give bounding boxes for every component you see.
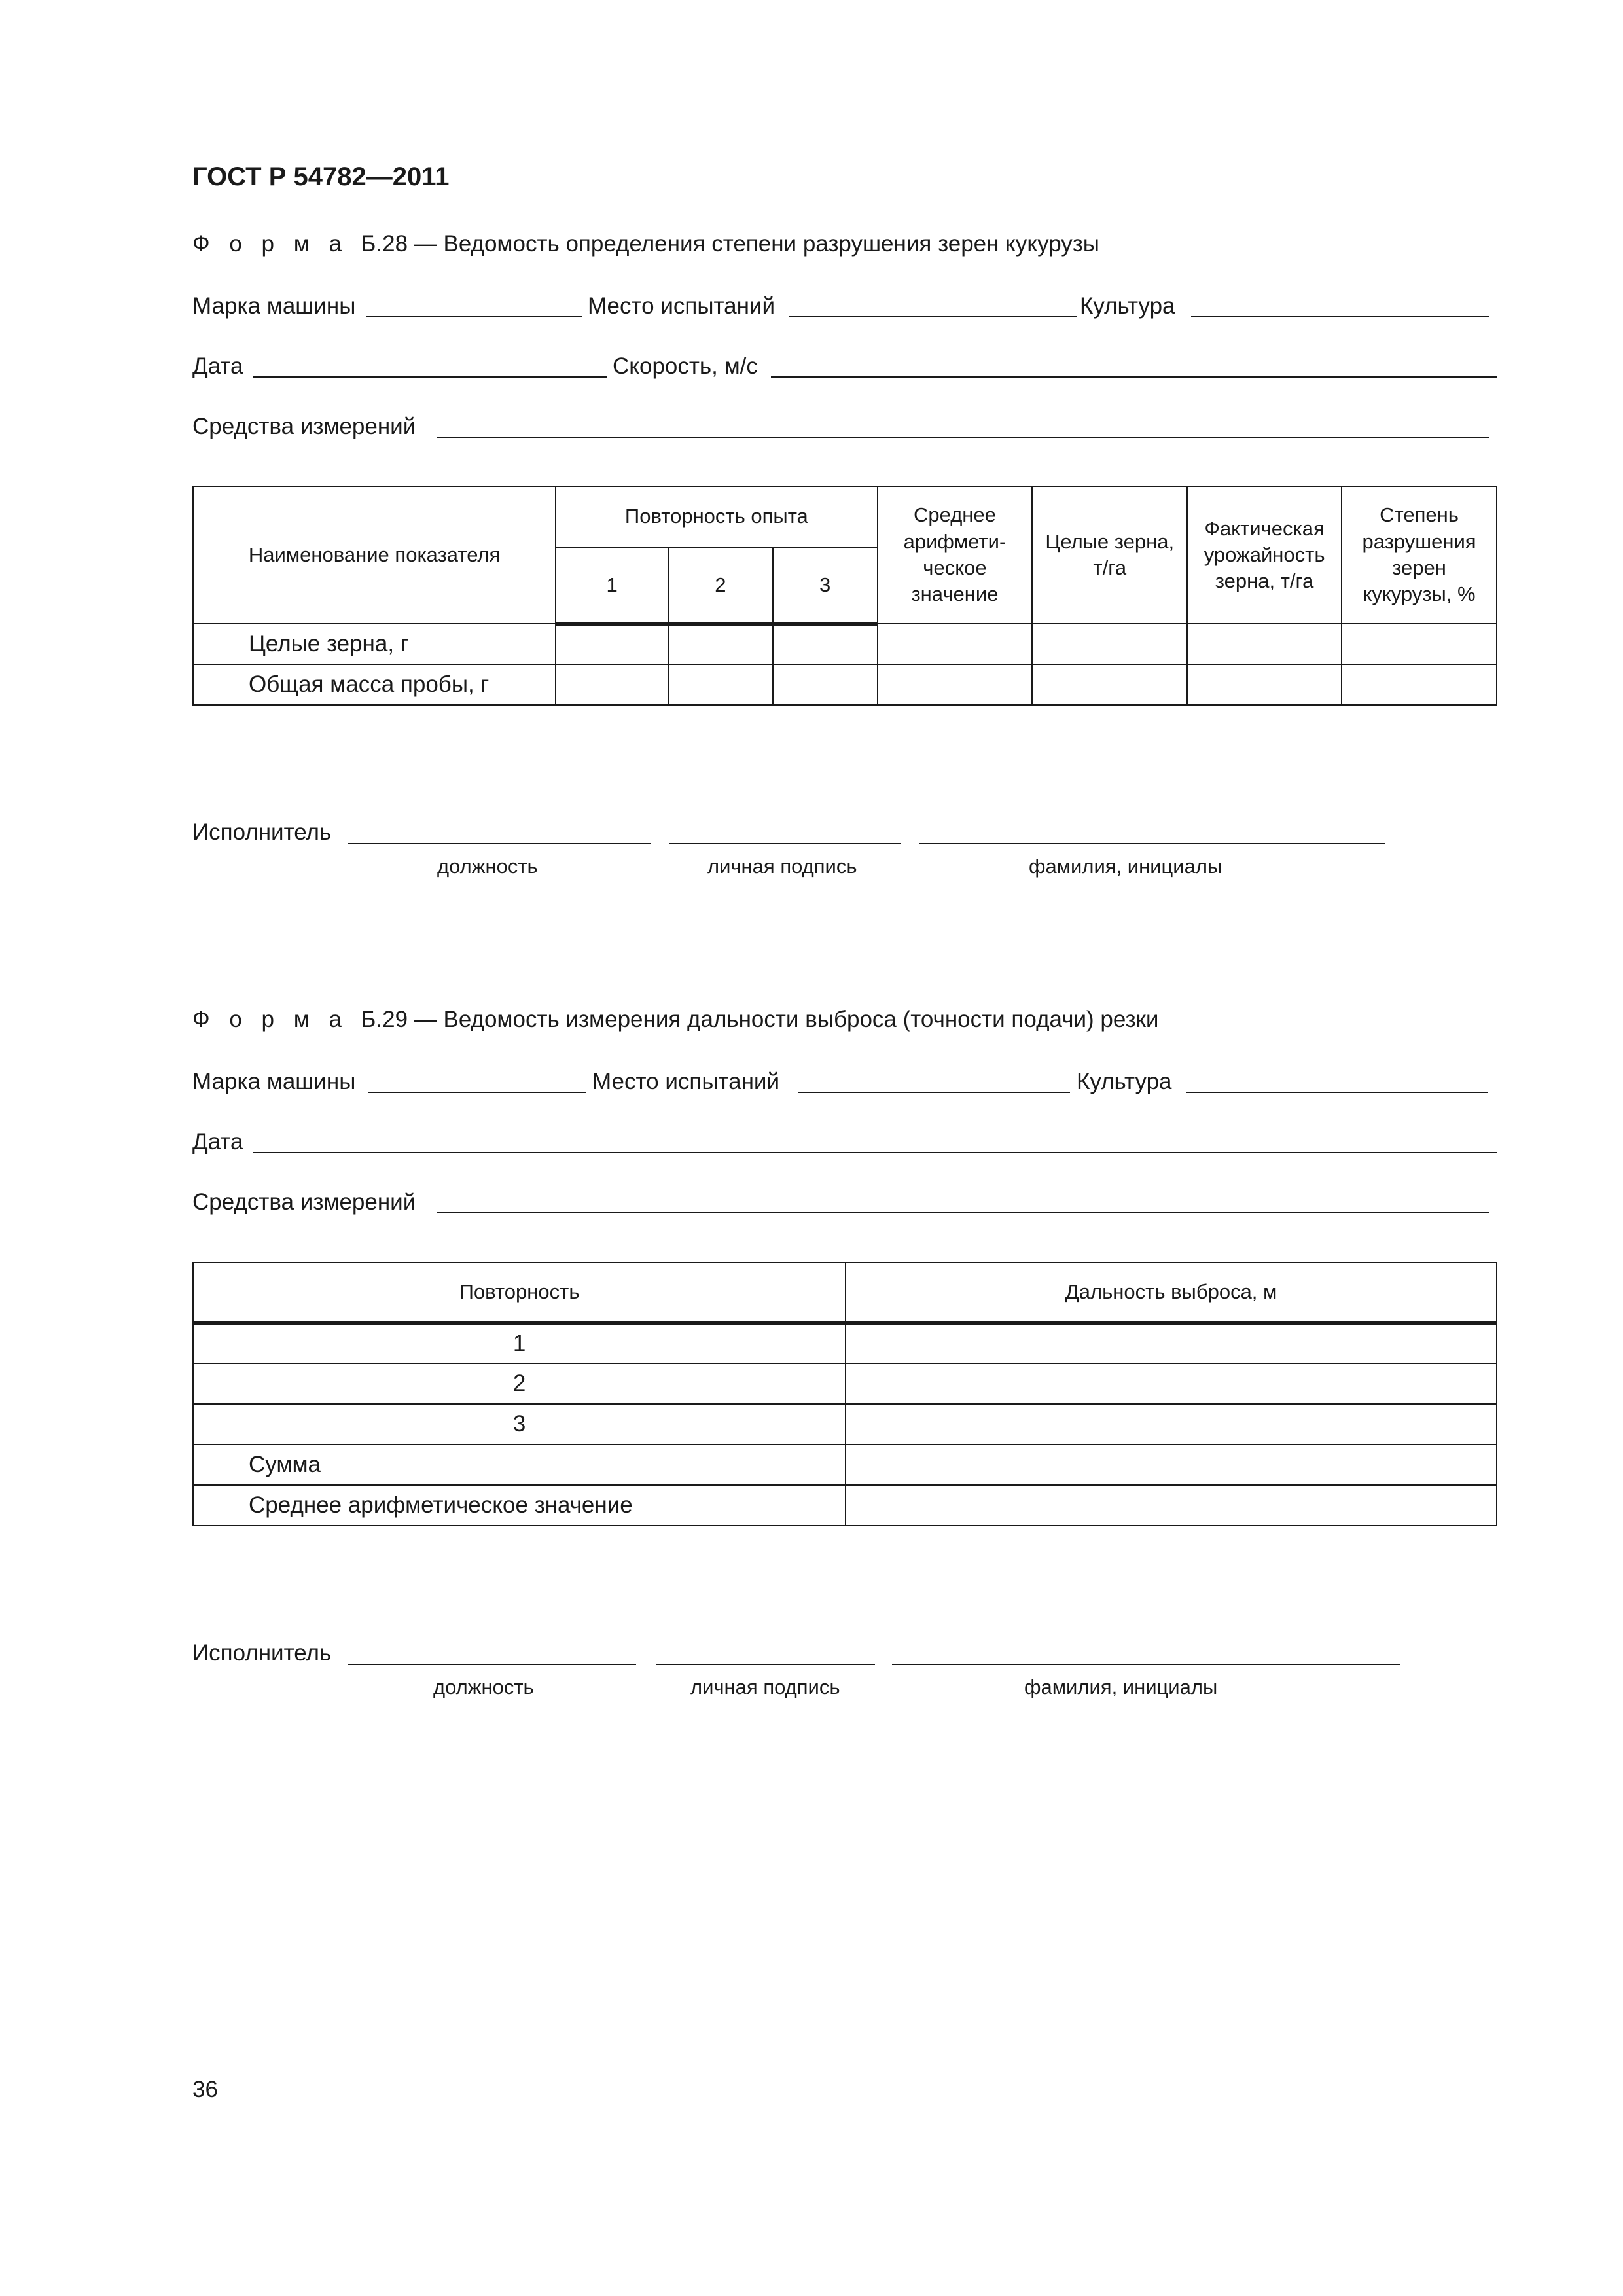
field-machine-label: Марка машины	[192, 293, 356, 319]
field-speed-label: Скорость, м/с	[613, 353, 758, 379]
col-header-name: Наименование показателя	[193, 486, 556, 624]
form-word: Ф о р м а	[192, 231, 348, 257]
row-label-whole-grains: Целые зерна, г	[193, 624, 556, 664]
table-cell[interactable]	[878, 664, 1033, 705]
date-input-line[interactable]	[253, 1152, 1497, 1153]
caption-signature: личная подпись	[707, 855, 857, 878]
col-header-rep-2: 2	[668, 547, 773, 624]
table-cell[interactable]	[1187, 624, 1342, 664]
document-title: ГОСТ Р 54782—2011	[192, 162, 450, 191]
caption-position: должность	[437, 855, 538, 878]
culture-input-line[interactable]	[1191, 316, 1489, 317]
col-header-rep-1: 1	[556, 547, 668, 624]
culture-input-line[interactable]	[1186, 1092, 1488, 1093]
table-row	[193, 1363, 1497, 1404]
table-cell[interactable]	[773, 664, 878, 705]
table-row	[193, 1444, 1497, 1485]
table-b28	[192, 486, 1497, 706]
table-row	[193, 1323, 1497, 1363]
place-input-line[interactable]	[789, 316, 1077, 317]
table-cell[interactable]	[846, 1323, 1497, 1363]
place-input-line[interactable]	[798, 1092, 1070, 1093]
form-word: Ф о р м а	[192, 1007, 348, 1032]
table-row	[193, 1404, 1497, 1444]
page-number: 36	[192, 2077, 218, 2102]
row-label-rep-3: 3	[193, 1404, 846, 1444]
col-header-yield: Фактическая урожайность зерна, т/га	[1187, 486, 1342, 624]
signature-line[interactable]	[669, 843, 901, 844]
row-label-sum: Сумма	[193, 1444, 846, 1485]
table-cell[interactable]	[773, 624, 878, 664]
field-culture-label: Культура	[1077, 1069, 1172, 1094]
date-input-line[interactable]	[253, 376, 607, 378]
machine-input-line[interactable]	[366, 316, 582, 317]
name-line[interactable]	[919, 843, 1385, 844]
form-title-text: Б.29 — Ведомость измерения дальности выброса (точности подачи) резки	[361, 1007, 1159, 1032]
signature-line[interactable]	[656, 1664, 875, 1665]
col-header-distance: Дальность выброса, м	[846, 1263, 1497, 1323]
row-label-mean: Среднее арифметическое значение	[193, 1485, 846, 1526]
caption-name: фамилия, инициалы	[1024, 1676, 1218, 1698]
field-date-label: Дата	[192, 1129, 243, 1155]
machine-input-line[interactable]	[368, 1092, 586, 1093]
field-culture-label: Культура	[1080, 293, 1175, 319]
table-cell[interactable]	[1032, 624, 1187, 664]
caption-position: должность	[433, 1676, 534, 1698]
field-instruments-label: Средства измерений	[192, 414, 416, 439]
table-row	[193, 624, 1497, 664]
instruments-input-line[interactable]	[437, 1212, 1489, 1213]
table-cell[interactable]	[1032, 664, 1187, 705]
row-label-total-mass: Общая масса пробы, г	[193, 664, 556, 705]
form-b29-title	[192, 1008, 1158, 1031]
performer-label: Исполнитель	[192, 819, 332, 845]
table-cell[interactable]	[668, 624, 773, 664]
table-row	[193, 664, 1497, 705]
table-cell[interactable]	[878, 624, 1033, 664]
col-header-mean: Среднее арифмети- ческое значение	[878, 486, 1033, 624]
performer-label: Исполнитель	[192, 1640, 332, 1666]
table-b29	[192, 1262, 1497, 1526]
col-header-repeat: Повторность опыта	[556, 486, 877, 547]
caption-signature: личная подпись	[690, 1676, 840, 1698]
field-place-label: Место испытаний	[588, 293, 776, 319]
table-cell[interactable]	[1187, 664, 1342, 705]
form-title-text: Б.28 — Ведомость определения степени разрушения зерен кукурузы	[361, 231, 1099, 257]
col-header-degree: Степень разрушения зерен кукурузы, %	[1342, 486, 1497, 624]
speed-input-line[interactable]	[771, 376, 1497, 378]
position-line[interactable]	[348, 843, 651, 844]
col-header-repeat: Повторность	[193, 1263, 846, 1323]
row-label-rep-1: 1	[193, 1323, 846, 1363]
table-cell[interactable]	[846, 1444, 1497, 1485]
col-header-whole-grains: Целые зерна, т/га	[1032, 486, 1187, 624]
table-cell[interactable]	[846, 1485, 1497, 1526]
field-date-label: Дата	[192, 353, 243, 379]
table-cell[interactable]	[668, 664, 773, 705]
instruments-input-line[interactable]	[437, 437, 1489, 438]
form-b28-title	[192, 232, 1099, 255]
table-row	[193, 1485, 1497, 1526]
row-label-rep-2: 2	[193, 1363, 846, 1404]
field-place-label: Место испытаний	[592, 1069, 780, 1094]
table-cell[interactable]	[556, 664, 668, 705]
position-line[interactable]	[348, 1664, 636, 1665]
caption-name: фамилия, инициалы	[1029, 855, 1222, 878]
name-line[interactable]	[892, 1664, 1400, 1665]
table-cell[interactable]	[846, 1363, 1497, 1404]
table-cell[interactable]	[1342, 624, 1497, 664]
col-header-rep-3: 3	[773, 547, 878, 624]
table-cell[interactable]	[1342, 664, 1497, 705]
field-instruments-label: Средства измерений	[192, 1189, 416, 1215]
table-cell[interactable]	[556, 624, 668, 664]
table-cell[interactable]	[846, 1404, 1497, 1444]
field-machine-label: Марка машины	[192, 1069, 356, 1094]
